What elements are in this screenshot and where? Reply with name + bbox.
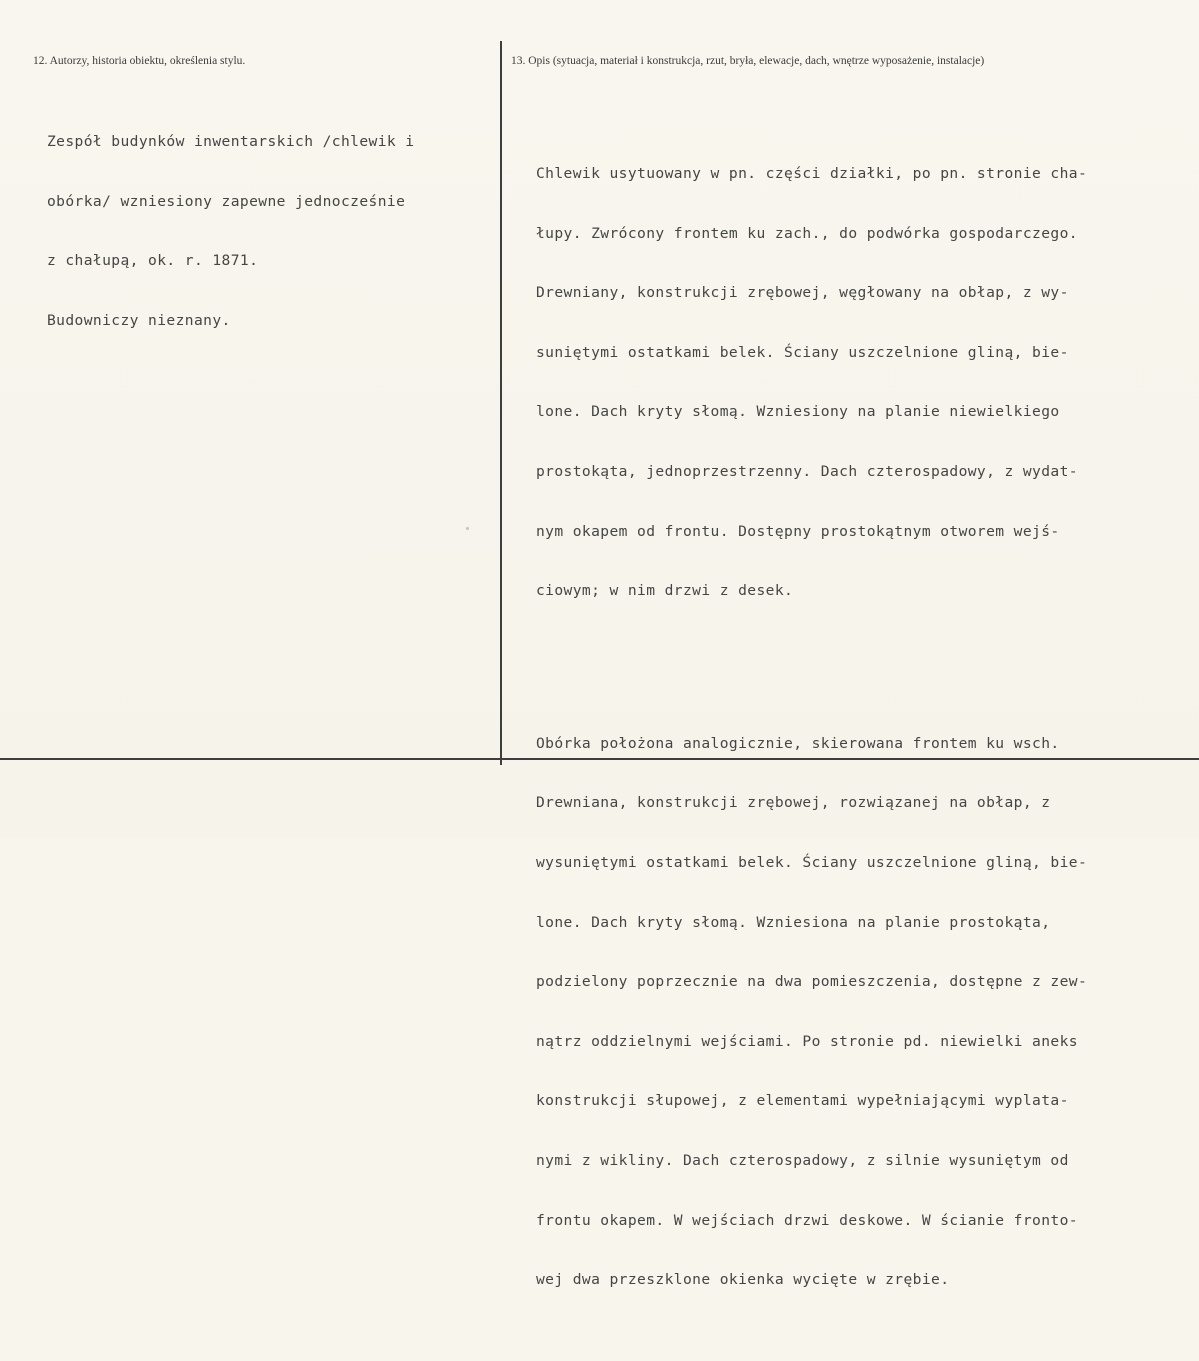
paper-speck — [466, 527, 469, 530]
text-line: z chałupą, ok. r. 1871. — [47, 252, 259, 270]
text-line: obórka/ wzniesiony zapewne jednocześnie — [47, 192, 406, 210]
text-line: Zespół budynków inwentarskich /chlewik i — [47, 133, 415, 150]
text-line: lone. Dach kryty słomą. Wzniesiony na planie niewielkiego — [536, 403, 1060, 421]
text-line: Drewniany, konstrukcji zrębowej, węgłowany na obłap, z wy- — [536, 284, 1069, 302]
text-line: wej dwa przeszklone okienka wycięte w zrębie. — [536, 1271, 950, 1289]
section-13-header: 13. Opis (sytuacja, materiał i konstrukcja, rzut, bryła, elewacje, dach, wnętrze wyposażenie, instalacje) — [511, 55, 985, 67]
paragraph-chlewik — [536, 127, 1087, 638]
text-line: Budowniczy nieznany. — [47, 311, 231, 329]
column-divider — [500, 41, 502, 765]
text-line: nątrz oddzielnymi wejściami. Po stronie pd. niewielki aneks — [536, 1032, 1078, 1050]
text-line: prostokąta, jednoprzestrzenny. Dach czterospadowy, z wydat- — [536, 462, 1078, 480]
text-line: Chlewik usytuowany w pn. części działki, po pn. stronie cha- — [536, 165, 1088, 182]
text-line: konstrukcji słupowej, z elementami wypełniającymi wyplata- — [536, 1092, 1069, 1110]
text-line: nymi z wikliny. Dach czterospadowy, z silnie wysuniętym od — [536, 1151, 1069, 1169]
section-13-text — [536, 93, 1087, 1361]
text-line: wysuniętymi ostatkami belek. Ściany uszczelnione gliną, bie- — [536, 853, 1088, 871]
text-line: lone. Dach kryty słomą. Wzniesiona na planie prostokąta, — [536, 913, 1051, 931]
text-line: Drewniana, konstrukcji zrębowej, rozwiązanej na obłap, z — [536, 794, 1051, 812]
text-line: nym okapem od frontu. Dostępny prostokątnym otworem wejś- — [536, 522, 1060, 540]
section-12-header: 12. Autorzy, historia obiektu, określenia stylu. — [33, 55, 246, 67]
text-line: frontu okapem. W wejściach drzwi deskowe. W ścianie fronto- — [536, 1211, 1078, 1229]
text-line: suniętymi ostatkami belek. Ściany uszczelnione gliną, bie- — [536, 343, 1069, 361]
text-line: Obórka położona analogicznie, skierowana frontem ku wsch. — [536, 734, 1060, 752]
paragraph-oborka — [536, 697, 1087, 1327]
text-line: podzielony poprzecznie na dwa pomieszczenia, dostępne z zew- — [536, 973, 1088, 991]
text-line: ciowym; w nim drzwi z desek. — [536, 582, 794, 600]
section-12-text — [47, 95, 414, 367]
text-line: łupy. Zwrócony frontem ku zach., do podwórka gospodarczego. — [536, 224, 1078, 242]
